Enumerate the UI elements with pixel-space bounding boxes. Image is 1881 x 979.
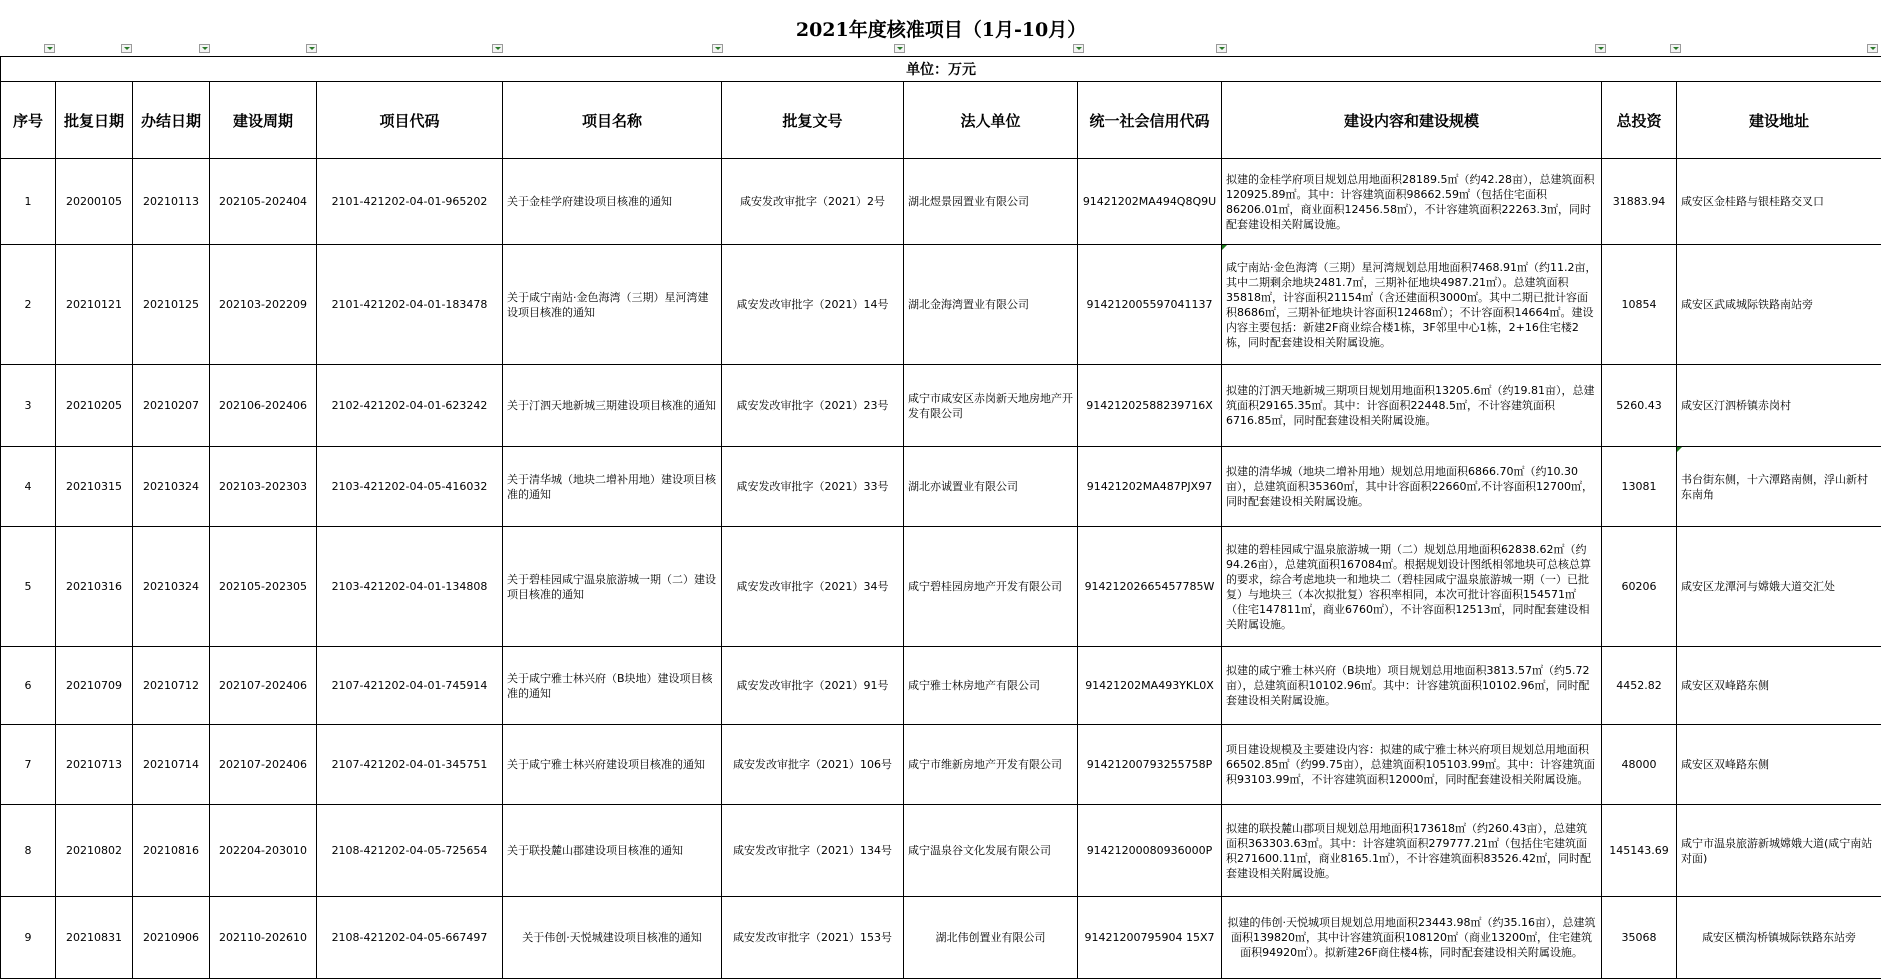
cell-finish-date[interactable]: 20210712 (133, 647, 210, 725)
unit-row (1, 57, 1881, 82)
filter-dropdown-icon[interactable] (199, 44, 210, 53)
cell-investment[interactable]: 48000 (1602, 725, 1677, 805)
cell-project-code[interactable]: 2103-421202-04-05-416032 (317, 447, 503, 527)
cell-approve-date[interactable]: 20200105 (56, 159, 133, 245)
cell-credit-code[interactable]: 91421202MA493YKL0X (1078, 647, 1222, 725)
table-row (1, 647, 1881, 725)
table-row (1, 159, 1881, 245)
cell-doc-no[interactable]: 咸安发改审批字（2021）23号 (722, 365, 904, 447)
table-row (1, 245, 1881, 365)
filter-dropdown-icon[interactable] (44, 44, 55, 53)
cell-company[interactable]: 湖北亦诚置业有限公司 (904, 447, 1078, 527)
cell-doc-no[interactable]: 咸安发改审批字（2021）33号 (722, 447, 904, 527)
cell-project-code[interactable]: 2103-421202-04-01-134808 (317, 527, 503, 647)
filter-dropdown-icon[interactable] (1670, 44, 1681, 53)
unit-label: 单位：万元 (1, 57, 1881, 82)
cell-content[interactable]: 拟建的汀泗天地新城三期项目规划用地面积13205.6㎡（约19.81亩），总建筑面积29165.35㎡。其中：计容面积22448.5㎡，不计容建筑面积6716.85㎡，同时配套建设相关附属设施。 (1222, 365, 1602, 447)
cell-doc-no[interactable]: 咸安发改审批字（2021）14号 (722, 245, 904, 365)
cell-address[interactable]: 咸安区双峰路东侧 (1677, 725, 1881, 805)
cell-company[interactable]: 湖北煜景园置业有限公司 (904, 159, 1078, 245)
cell-doc-no[interactable]: 咸安发改审批字（2021）34号 (722, 527, 904, 647)
cell-credit-code[interactable]: 91421200080936000P (1078, 805, 1222, 897)
cell-address[interactable]: 咸安区双峰路东侧 (1677, 647, 1881, 725)
cell-investment[interactable]: 10854 (1602, 245, 1677, 365)
sheet-title: 2021年度核准项目（1月-10月） (796, 19, 1086, 41)
filter-dropdown-icon[interactable] (1595, 44, 1606, 53)
cell-credit-code[interactable]: 91421202MA487PJX97 (1078, 447, 1222, 527)
cell-content[interactable]: 项目建设规模及主要建设内容：拟建的咸宁雅士林兴府项目规划总用地面积66502.85㎡（约99.75亩），总建筑面积105103.99㎡。其中：计容建筑面积93103.99㎡，不计容建筑面积12000㎡，同时配套建设相关附属设施。 (1222, 725, 1602, 805)
cell-project-code[interactable]: 2107-421202-04-01-345751 (317, 725, 503, 805)
header-approve-date[interactable]: 批复日期 (56, 82, 133, 159)
cell-approve-date[interactable]: 20210315 (56, 447, 133, 527)
cell-approve-date[interactable]: 20210121 (56, 245, 133, 365)
filter-dropdown-icon[interactable] (1867, 44, 1878, 53)
cell-investment[interactable]: 5260.43 (1602, 365, 1677, 447)
cell-no[interactable]: 3 (1, 365, 56, 447)
cell-company[interactable]: 咸宁碧桂园房地产开发有限公司 (904, 527, 1078, 647)
cell-address[interactable]: 书台街东侧，十六潭路南侧，浮山新村东南角 (1677, 447, 1881, 527)
cell-company[interactable]: 咸宁市维新房地产开发有限公司 (904, 725, 1078, 805)
cell-project-code[interactable]: 2108-421202-04-05-725654 (317, 805, 503, 897)
cell-no[interactable]: 7 (1, 725, 56, 805)
cell-finish-date[interactable]: 20210113 (133, 159, 210, 245)
header-investment[interactable]: 总投资 (1602, 82, 1677, 159)
filter-dropdown-icon[interactable] (121, 44, 132, 53)
cell-content[interactable]: 拟建的金桂学府项目规划总用地面积28189.5㎡（约42.28亩），总建筑面积120925.89㎡。其中：计容建筑面积98662.59㎡（包括住宅面积 86206.01㎡，商业面积12456.58㎡），不计容建筑面积22263.3㎡，同时配套建设相关附属设施。 (1222, 159, 1602, 245)
cell-finish-date[interactable]: 20210324 (133, 447, 210, 527)
sheet-title-cell (1, 0, 1881, 57)
cell-project-code[interactable]: 2101-421202-04-01-965202 (317, 159, 503, 245)
cell-period[interactable]: 202103-202209 (210, 245, 317, 365)
cell-project-code[interactable]: 2108-421202-04-05-667497 (317, 897, 503, 979)
filter-dropdown-icon[interactable] (1216, 44, 1227, 53)
cell-finish-date[interactable]: 20210816 (133, 805, 210, 897)
cell-address[interactable]: 咸安区汀泗桥镇赤岗村 (1677, 365, 1881, 447)
header-no[interactable]: 序号 (1, 82, 56, 159)
cell-content[interactable]: 拟建的伟创·天悦城项目规划总用地面积23443.98㎡（约35.16亩），总建筑面积139820㎡，其中计容建筑面积108120㎡（商业13200㎡，住宅建筑面积94920㎡）。拟新建26F商住楼4栋，同时配套建设相关附属设施。 (1222, 897, 1602, 979)
cell-content[interactable]: 拟建的碧桂园咸宁温泉旅游城一期（二）规划总用地面积62838.62㎡（约94.26亩），总建筑面积167084㎡。根据规划设计图纸相邻地块可总核总算的要求，综合考虑地块一和地块二（碧桂园咸宁温泉旅游城一期（一）已批复）与地块三（本次拟批复）容积率相同，本次可批计容面积154571㎡（住宅147811㎡，商业6760㎡），不计容面积12513㎡，同时配套建设相关附属设施。 (1222, 527, 1602, 647)
cell-period[interactable]: 202204-203010 (210, 805, 317, 897)
cell-project-name[interactable]: 关于咸宁雅士林兴府（B块地）建设项目核准的通知 (503, 647, 722, 725)
title-row (1, 0, 1881, 57)
cell-project-name[interactable]: 关于碧桂园咸宁温泉旅游城一期（二）建设项目核准的通知 (503, 527, 722, 647)
cell-company[interactable]: 咸宁雅士林房地产有限公司 (904, 647, 1078, 725)
cell-credit-code[interactable]: 91421202588239716X (1078, 365, 1222, 447)
table-row (1, 365, 1881, 447)
header-period[interactable]: 建设周期 (210, 82, 317, 159)
header-finish-date[interactable]: 办结日期 (133, 82, 210, 159)
cell-credit-code[interactable]: 914212005597041137 (1078, 245, 1222, 365)
cell-project-name[interactable]: 关于咸宁雅士林兴府建设项目核准的通知 (503, 725, 722, 805)
filter-dropdown-icon[interactable] (712, 44, 723, 53)
cell-project-name[interactable]: 关于金桂学府建设项目核准的通知 (503, 159, 722, 245)
cell-project-name[interactable]: 关于清华城（地块二增补用地）建设项目核准的通知 (503, 447, 722, 527)
cell-address[interactable]: 咸安区龙潭河与嫦娥大道交汇处 (1677, 527, 1881, 647)
cell-no[interactable]: 6 (1, 647, 56, 725)
cell-address[interactable]: 咸宁市温泉旅游新城嫦娥大道(咸宁南站对面) (1677, 805, 1881, 897)
cell-finish-date[interactable]: 20210207 (133, 365, 210, 447)
cell-no[interactable]: 1 (1, 159, 56, 245)
cell-investment[interactable]: 4452.82 (1602, 647, 1677, 725)
cell-period[interactable]: 202107-202406 (210, 647, 317, 725)
cell-company[interactable]: 湖北金海湾置业有限公司 (904, 245, 1078, 365)
cell-finish-date[interactable]: 20210324 (133, 527, 210, 647)
cell-address[interactable]: 咸安区武咸城际铁路南站旁 (1677, 245, 1881, 365)
cell-period[interactable]: 202110-202610 (210, 897, 317, 979)
filter-dropdown-icon[interactable] (894, 44, 905, 53)
cell-investment[interactable]: 145143.69 (1602, 805, 1677, 897)
cell-finish-date[interactable]: 20210714 (133, 725, 210, 805)
cell-credit-code[interactable]: 91421200795904 15X7 (1078, 897, 1222, 979)
cell-approve-date[interactable]: 20210831 (56, 897, 133, 979)
cell-no[interactable]: 8 (1, 805, 56, 897)
header-content[interactable]: 建设内容和建设规模 (1222, 82, 1602, 159)
cell-content[interactable]: 拟建的联投麓山郡项目规划总用地面积173618㎡（约260.43亩），总建筑面积363303.63㎡。其中：计容建筑面积279777.21㎡（包括住宅建筑面积271600.11㎡，商业8165.1㎡），不计容建筑面积83526.42㎡，同时配套建设相关附属设施。 (1222, 805, 1602, 897)
cell-period[interactable]: 202105-202404 (210, 159, 317, 245)
cell-company[interactable]: 咸宁市咸安区赤岗新天地房地产开发有限公司 (904, 365, 1078, 447)
cell-period[interactable]: 202107-202406 (210, 725, 317, 805)
cell-doc-no[interactable]: 咸安发改审批字（2021）134号 (722, 805, 904, 897)
cell-no[interactable]: 4 (1, 447, 56, 527)
cell-content[interactable]: 拟建的咸宁雅士林兴府（B块地）项目规划总用地面积3813.57㎡（约5.72亩），总建筑面积10102.96㎡。其中：计容建筑面积10102.96㎡，同时配套建设相关附属设施。 (1222, 647, 1602, 725)
cell-investment[interactable]: 31883.94 (1602, 159, 1677, 245)
cell-period[interactable]: 202106-202406 (210, 365, 317, 447)
cell-no[interactable]: 9 (1, 897, 56, 979)
table-row (1, 897, 1881, 979)
cell-credit-code[interactable]: 91421202MA494Q8Q9U (1078, 159, 1222, 245)
cell-credit-code[interactable]: 91421202665457785W (1078, 527, 1222, 647)
table-row (1, 527, 1881, 647)
cell-doc-no[interactable]: 咸安发改审批字（2021）2号 (722, 159, 904, 245)
cell-project-name[interactable]: 关于咸宁南站·金色海湾（三期）星河湾建设项目核准的通知 (503, 245, 722, 365)
cell-credit-code[interactable]: 91421200793255758P (1078, 725, 1222, 805)
filter-dropdown-icon[interactable] (306, 44, 317, 53)
cell-doc-no[interactable]: 咸安发改审批字（2021）153号 (722, 897, 904, 979)
cell-finish-date[interactable]: 20210906 (133, 897, 210, 979)
table-row (1, 805, 1881, 897)
cell-doc-no[interactable]: 咸安发改审批字（2021）91号 (722, 647, 904, 725)
cell-approve-date[interactable]: 20210205 (56, 365, 133, 447)
cell-company[interactable]: 湖北伟创置业有限公司 (904, 897, 1078, 979)
cell-project-code[interactable]: 2102-421202-04-01-623242 (317, 365, 503, 447)
cell-period[interactable]: 202105-202305 (210, 527, 317, 647)
header-row (1, 82, 1881, 159)
cell-project-code[interactable]: 2107-421202-04-01-745914 (317, 647, 503, 725)
cell-approve-date[interactable]: 20210316 (56, 527, 133, 647)
cell-company[interactable]: 咸宁温泉谷文化发展有限公司 (904, 805, 1078, 897)
header-doc-no[interactable]: 批复文号 (722, 82, 904, 159)
cell-address[interactable]: 咸安区横沟桥镇城际铁路东站旁 (1677, 897, 1881, 979)
cell-address[interactable]: 咸安区金桂路与银桂路交叉口 (1677, 159, 1881, 245)
cell-period[interactable]: 202103-202303 (210, 447, 317, 527)
cell-investment[interactable]: 13081 (1602, 447, 1677, 527)
cell-doc-no[interactable]: 咸安发改审批字（2021）106号 (722, 725, 904, 805)
cell-project-name[interactable]: 关于联投麓山郡建设项目核准的通知 (503, 805, 722, 897)
cell-investment[interactable]: 60206 (1602, 527, 1677, 647)
header-address[interactable]: 建设地址 (1677, 82, 1881, 159)
cell-approve-date[interactable]: 20210802 (56, 805, 133, 897)
filter-dropdown-icon[interactable] (492, 44, 503, 53)
header-project-name[interactable]: 项目名称 (503, 82, 722, 159)
cell-investment[interactable]: 35068 (1602, 897, 1677, 979)
cell-project-name[interactable]: 关于汀泗天地新城三期建设项目核准的通知 (503, 365, 722, 447)
cell-no[interactable]: 5 (1, 527, 56, 647)
cell-no[interactable]: 2 (1, 245, 56, 365)
cell-finish-date[interactable]: 20210125 (133, 245, 210, 365)
table-row (1, 725, 1881, 805)
cell-content[interactable]: 拟建的清华城（地块二增补用地）规划总用地面积6866.70㎡（约10.30亩），总建筑面积35360㎡，其中计容面积22660㎡,不计容面积12700㎡，同时配套建设相关附属设施。 (1222, 447, 1602, 527)
header-company[interactable]: 法人单位 (904, 82, 1078, 159)
cell-project-code[interactable]: 2101-421202-04-01-183478 (317, 245, 503, 365)
cell-approve-date[interactable]: 20210709 (56, 647, 133, 725)
cell-approve-date[interactable]: 20210713 (56, 725, 133, 805)
cell-content[interactable]: 咸宁南站·金色海湾（三期）星河湾规划总用地面积7468.91㎡（约11.2亩，其中二期剩余地块2481.7㎡，三期补征地块4987.21㎡）。总建筑面积35818㎡，计容面积21154㎡（含还建面积3000㎡。其中二期已批计容面积8686㎡，三期补征地块计容面积12468㎡）；不计容面积14664㎡。建设内容主要包括：新建2F商业综合楼1栋，3F邻里中心1栋，2+16住宅楼2栋，同时配套建设相关附属设施。 (1222, 245, 1602, 365)
filter-dropdown-icon[interactable] (1073, 44, 1084, 53)
table-row (1, 447, 1881, 527)
header-credit-code[interactable]: 统一社会信用代码 (1078, 82, 1222, 159)
header-project-code[interactable]: 项目代码 (317, 82, 503, 159)
cell-project-name[interactable]: 关于伟创·天悦城建设项目核准的通知 (503, 897, 722, 979)
